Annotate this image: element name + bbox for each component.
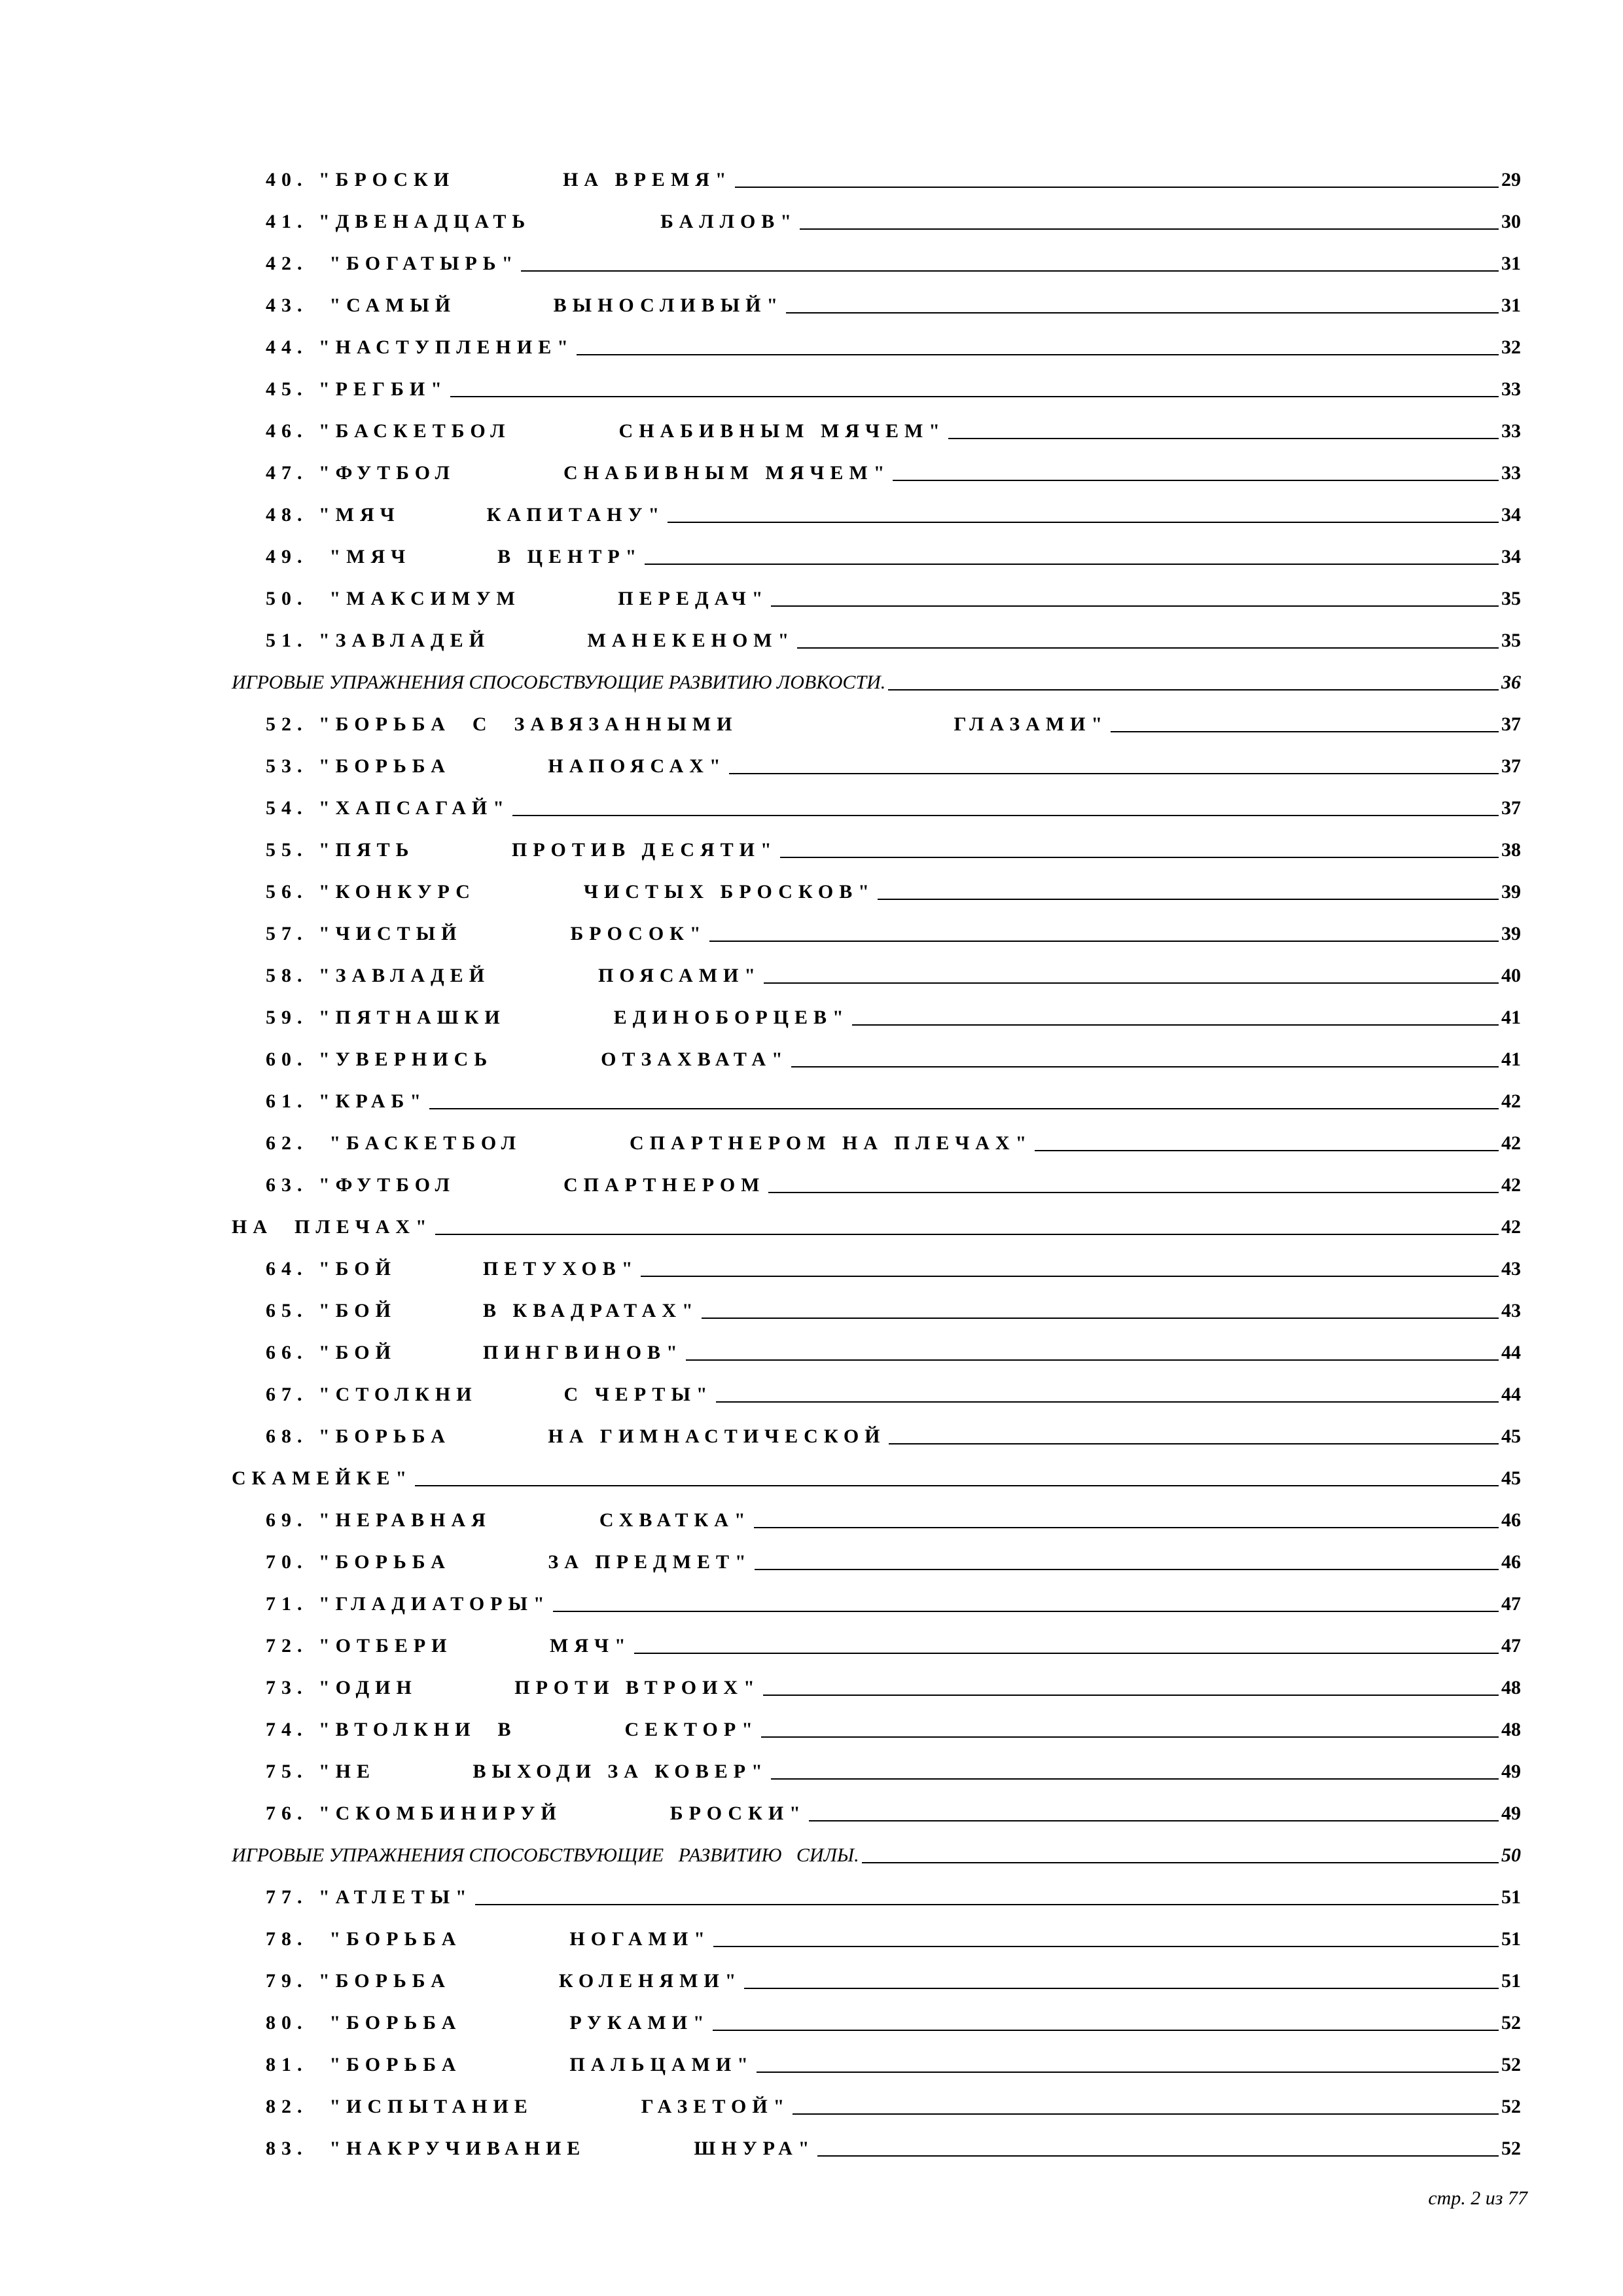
toc-leader-line [702,1318,1499,1319]
toc-page-number: 42 [1499,1215,1521,1239]
toc-entry[interactable] [232,359,1521,401]
toc-leader-line [809,1820,1499,1821]
toc-page-number: 51 [1499,1886,1521,1909]
toc-leader-line [716,1401,1499,1403]
toc-leader-line [735,187,1499,188]
toc-leader-line [757,2072,1499,2073]
toc-entry[interactable] [232,904,1521,946]
toc-page-number: 30 [1499,210,1521,234]
toc-page-number: 47 [1499,1592,1521,1616]
toc-entry[interactable] [232,1616,1521,1658]
toc-page-number: 44 [1499,1383,1521,1407]
toc-entry-title: 42. "БОГАТЫРЬ" [266,252,521,276]
toc-leader-line [791,1066,1499,1067]
toc-entry[interactable] [232,2119,1521,2161]
toc-page-number: 37 [1499,797,1521,820]
toc-page-number: 43 [1499,1299,1521,1323]
toc-entry-title: 78. "БОРЬБА НОГАМИ" [266,1928,713,1951]
toc-entry-title: 60. "УВЕРНИСЬ ОТЗАХВАТА" [266,1048,791,1071]
toc-entry[interactable] [232,1532,1521,1574]
toc-entry-title: 57. "ЧИСТЫЙ БРОСОК" [266,922,709,946]
toc-entry-title: 74. "ВТОЛКНИ В СЕКТОР" [266,1718,761,1742]
toc-page-number: 42 [1499,1132,1521,1155]
toc-page-number: 42 [1499,1090,1521,1113]
toc-page-number: 52 [1499,2053,1521,2077]
page-number-footer: стр. 2 из 77 [1428,2187,1527,2209]
toc-leader-line [634,1653,1499,1654]
toc-page-number: 52 [1499,2095,1521,2119]
toc-entry[interactable] [232,1239,1521,1281]
toc-entry-title: 65. "БОЙ В КВАДРАТАХ" [266,1299,702,1323]
toc-leader-line [713,2030,1499,2031]
toc-entry[interactable] [232,778,1521,820]
toc-entry-title: 59. "ПЯТНАШКИ ЕДИНОБОРЦЕВ" [266,1006,852,1030]
toc-entry[interactable] [232,1574,1521,1616]
toc-leader-line [512,815,1499,816]
toc-entry[interactable] [232,1742,1521,1784]
toc-leader-line [435,1234,1499,1235]
toc-leader-line [764,982,1499,984]
toc-entry[interactable] [232,317,1521,359]
toc-entry-title: 72. "ОТБЕРИ МЯЧ" [266,1634,634,1658]
toc-leader-line [475,1904,1499,1905]
toc-entry-title: 79. "БОРЬБА КОЛЕНЯМИ" [266,1969,744,1993]
toc-entry[interactable] [232,1030,1521,1071]
toc-entry-title: ИГРОВЫЕ УПРАЖНЕНИЯ СПОСОБСТВУЮЩИЕ РАЗВИТИЮ ЛОВКОСТИ. [232,671,888,694]
toc-entry[interactable] [232,150,1521,192]
toc-entry[interactable] [232,1197,1521,1239]
toc-leader-line [521,270,1499,272]
toc-entry-title: 46. "БАСКЕТБОЛ СНАБИВНЫМ МЯЧЕМ" [266,420,948,443]
toc-page-number: 44 [1499,1341,1521,1365]
toc-page-number: 33 [1499,461,1521,485]
toc-leader-line [888,689,1499,691]
toc-entry[interactable] [232,1113,1521,1155]
toc-leader-line [577,354,1499,355]
toc-entry-title: 49. "МЯЧ В ЦЕНТР" [266,545,645,569]
toc-page-number: 33 [1499,378,1521,401]
toc-page-number: 50 [1499,1844,1521,1867]
toc-leader-line [878,899,1499,900]
toc-leader-line [553,1611,1499,1612]
toc-entry[interactable] [232,192,1521,234]
toc-leader-line [852,1024,1499,1026]
toc-leader-line [771,605,1499,607]
toc-entry-title: 63. "ФУТБОЛ СПАРТНЕРОМ [266,1174,768,1197]
toc-page-number: 43 [1499,1257,1521,1281]
toc-entry-title: 68. "БОРЬБА НА ГИМНАСТИЧЕСКОЙ [266,1425,889,1448]
toc-entry-title: 51. "ЗАВЛАДЕЙ МАНЕКЕНОМ" [266,629,797,653]
toc-entry-title: 80. "БОРЬБА РУКАМИ" [266,2011,713,2035]
toc-entry-title: 58. "ЗАВЛАДЕЙ ПОЯСАМИ" [266,964,764,988]
toc-entry-title: 52. "БОРЬБА С ЗАВЯЗАННЫМИ ГЛАЗАМИ" [266,713,1111,736]
toc-page-number: 41 [1499,1048,1521,1071]
toc-entry-title: 81. "БОРЬБА ПАЛЬЦАМИ" [266,2053,757,2077]
toc-entry[interactable] [232,1155,1521,1197]
toc-page-number: 48 [1499,1718,1521,1742]
toc-entry-title: 82. "ИСПЫТАНИЕ ГАЗЕТОЙ" [266,2095,793,2119]
toc-entry-title: 48. "МЯЧ КАПИТАНУ" [266,503,668,527]
toc-page-number: 45 [1499,1425,1521,1448]
toc-entry[interactable] [232,1448,1521,1490]
toc-leader-line [415,1485,1499,1486]
toc-entry-title: 64. "БОЙ ПЕТУХОВ" [266,1257,641,1281]
toc-entry[interactable] [232,1784,1521,1825]
toc-entry[interactable] [232,276,1521,317]
toc-entry-title: 45. "РЕГБИ" [266,378,450,401]
toc-leader-line [763,1695,1499,1696]
toc-entry[interactable] [232,1700,1521,1742]
toc-page-number: 52 [1499,2137,1521,2161]
toc-leader-line [768,1192,1499,1193]
toc-entry-title: 71. "ГЛАДИАТОРЫ" [266,1592,553,1616]
toc-entry-title: 67. "СТОЛКНИ С ЧЕРТЫ" [266,1383,716,1407]
toc-entry-title: 66. "БОЙ ПИНГВИНОВ" [266,1341,686,1365]
toc-entry[interactable] [232,527,1521,569]
toc-page-number: 35 [1499,629,1521,653]
toc-page-number: 49 [1499,1760,1521,1784]
toc-entry[interactable] [232,862,1521,904]
table-of-contents [232,150,1521,2161]
toc-leader-line [1035,1150,1499,1151]
toc-page-number: 32 [1499,336,1521,359]
toc-page-number: 31 [1499,252,1521,276]
toc-entry-title: 50. "МАКСИМУМ ПЕРЕДАЧ" [266,587,771,611]
toc-entry-title: СКАМЕЙКЕ" [232,1467,415,1490]
toc-entry[interactable] [232,1658,1521,1700]
toc-leader-line [641,1276,1499,1277]
toc-entry[interactable] [232,485,1521,527]
toc-entry-title: 70. "БОРЬБА ЗА ПРЕДМЕТ" [266,1551,755,1574]
toc-leader-line [729,773,1499,774]
toc-page-number: 45 [1499,1467,1521,1490]
toc-leader-line [1111,731,1499,732]
toc-entry[interactable] [232,1490,1521,1532]
toc-leader-line [686,1359,1499,1361]
toc-entry[interactable] [232,736,1521,778]
toc-page-number: 33 [1499,420,1521,443]
toc-leader-line [817,2155,1499,2157]
toc-page-number: 49 [1499,1802,1521,1825]
toc-entry-title: 83. "НАКРУЧИВАНИЕ ШНУРА" [266,2137,817,2161]
toc-page-number: 37 [1499,713,1521,736]
toc-page-number: 36 [1499,671,1521,694]
toc-entry-title: 55. "ПЯТЬ ПРОТИВ ДЕСЯТИ" [266,838,780,862]
toc-entry[interactable] [232,1909,1521,1951]
toc-leader-line [761,1736,1499,1738]
toc-entry-title: 62. "БАСКЕТБОЛ СПАРТНЕРОМ НА ПЛЕЧАХ" [266,1132,1035,1155]
toc-entry[interactable] [232,1365,1521,1407]
toc-entry[interactable] [232,694,1521,736]
toc-entry[interactable] [232,1951,1521,1993]
toc-page-number: 51 [1499,1928,1521,1951]
toc-page-number: 38 [1499,838,1521,862]
toc-entry[interactable] [232,401,1521,443]
toc-entry[interactable] [232,2035,1521,2077]
toc-entry-title: 47. "ФУТБОЛ СНАБИВНЫМ МЯЧЕМ" [266,461,893,485]
toc-entry-title: 53. "БОРЬБА НАПОЯСАХ" [266,755,729,778]
toc-entry[interactable] [232,1407,1521,1448]
toc-page-number: 40 [1499,964,1521,988]
toc-entry-title: 43. "САМЫЙ ВЫНОСЛИВЫЙ" [266,294,786,317]
toc-entry[interactable] [232,1993,1521,2035]
toc-leader-line [793,2113,1499,2115]
toc-entry[interactable] [232,946,1521,988]
toc-entry-title: 77. "АТЛЕТЫ" [266,1886,475,1909]
toc-page-number: 29 [1499,168,1521,192]
toc-leader-line [744,1988,1499,1989]
toc-page-number: 41 [1499,1006,1521,1030]
toc-entry-title: 61. "КРАБ" [266,1090,429,1113]
toc-leader-line [645,564,1499,565]
toc-entry-title: 75. "НЕ ВЫХОДИ ЗА КОВЕР" [266,1760,771,1784]
toc-leader-line [862,1862,1499,1863]
toc-entry[interactable] [232,1323,1521,1365]
toc-entry[interactable] [232,234,1521,276]
toc-page-number: 46 [1499,1509,1521,1532]
toc-entry-title: 44. "НАСТУПЛЕНИЕ" [266,336,577,359]
toc-entry-title: НА ПЛЕЧАХ" [232,1215,435,1239]
toc-leader-line [429,1108,1499,1109]
toc-entry-title: 69. "НЕРАВНАЯ СХВАТКА" [266,1509,754,1532]
toc-entry-title: 56. "КОНКУРС ЧИСТЫХ БРОСКОВ" [266,880,878,904]
toc-leader-line [889,1443,1499,1444]
toc-leader-line [800,228,1499,230]
toc-leader-line [797,647,1499,649]
toc-leader-line [780,857,1499,858]
toc-page-number: 51 [1499,1969,1521,1993]
toc-entry-title: 73. "ОДИН ПРОТИ ВТРОИХ" [266,1676,763,1700]
toc-entry-title: 41. "ДВЕНАДЦАТЬ БАЛЛОВ" [266,210,800,234]
toc-entry[interactable] [232,611,1521,653]
toc-page-number: 34 [1499,545,1521,569]
toc-page-number: 39 [1499,922,1521,946]
toc-section-heading[interactable] [232,1825,1521,1867]
toc-entry-title: 54. "ХАПСАГАЙ" [266,797,512,820]
toc-entry-title: 40. "БРОСКИ НА ВРЕМЯ" [266,168,735,192]
toc-leader-line [948,438,1499,439]
toc-leader-line [755,1569,1499,1570]
toc-page-number: 37 [1499,755,1521,778]
toc-page-number: 48 [1499,1676,1521,1700]
toc-page-number: 46 [1499,1551,1521,1574]
toc-entry[interactable] [232,443,1521,485]
toc-leader-line [713,1946,1499,1947]
toc-entry-title: ИГРОВЫЕ УПРАЖНЕНИЯ СПОСОБСТВУЮЩИЕ РАЗВИТИЮ СИЛЫ. [232,1844,862,1867]
toc-entry-title: 76. "СКОМБИНИРУЙ БРОСКИ" [266,1802,809,1825]
toc-leader-line [893,480,1499,481]
toc-page-number: 39 [1499,880,1521,904]
toc-page-number: 31 [1499,294,1521,317]
toc-leader-line [771,1778,1499,1780]
toc-leader-line [754,1527,1499,1528]
toc-leader-line [709,941,1499,942]
toc-entry[interactable] [232,1867,1521,1909]
toc-page-number: 52 [1499,2011,1521,2035]
toc-page-number: 35 [1499,587,1521,611]
toc-entry[interactable] [232,988,1521,1030]
toc-page-number: 34 [1499,503,1521,527]
toc-entry[interactable] [232,1071,1521,1113]
toc-section-heading[interactable] [232,653,1521,694]
toc-entry[interactable] [232,820,1521,862]
toc-leader-line [668,522,1499,523]
toc-leader-line [450,396,1499,397]
toc-entry[interactable] [232,2077,1521,2119]
toc-entry[interactable] [232,1281,1521,1323]
toc-entry[interactable] [232,569,1521,611]
toc-leader-line [786,312,1499,314]
toc-page-number: 47 [1499,1634,1521,1658]
toc-page-number: 42 [1499,1174,1521,1197]
